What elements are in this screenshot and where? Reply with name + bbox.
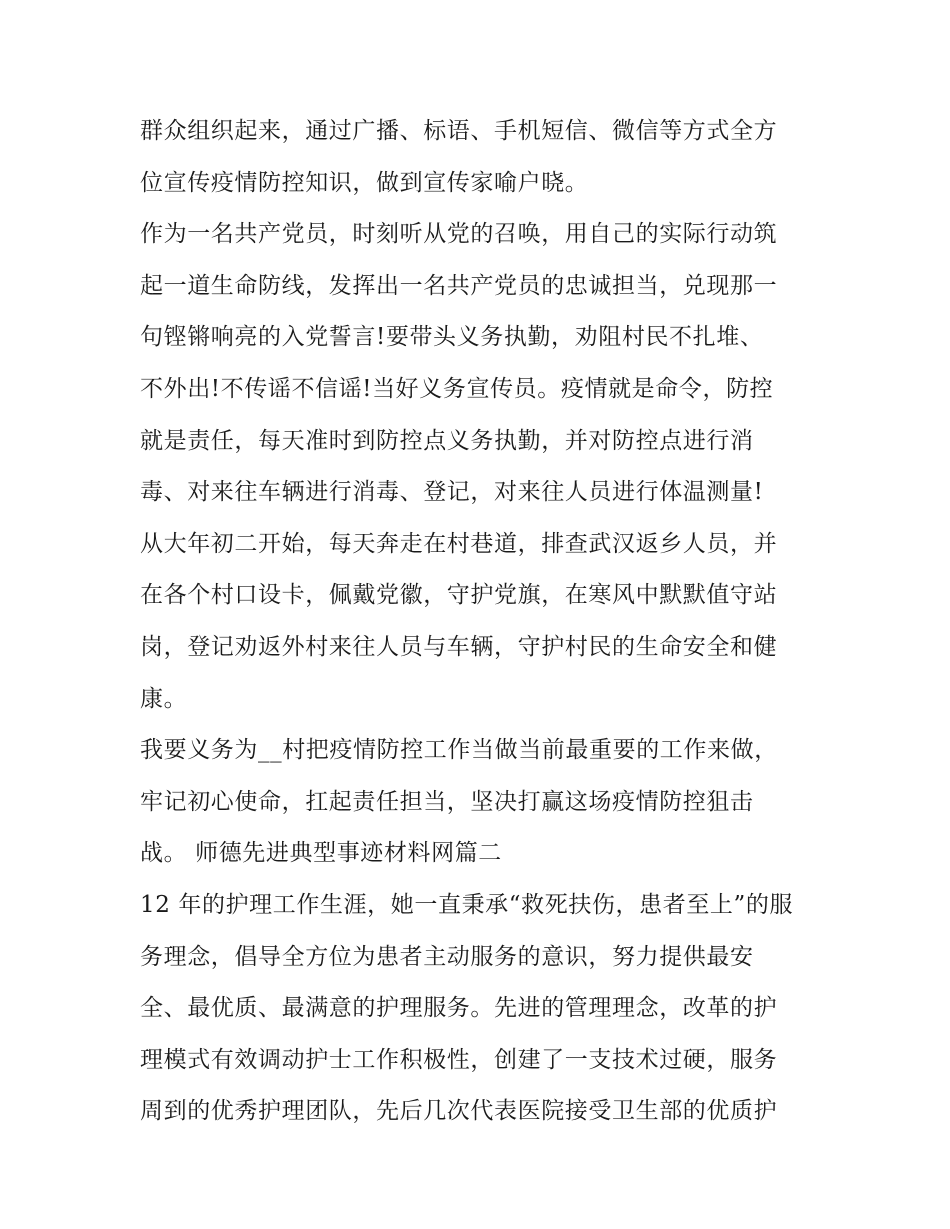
text-line: 全、最优质、最满意的护理服务。先进的管理理念，改革的护 xyxy=(140,995,778,1022)
text-line: 毒、对来往车辆进行消毒、登记，对来往人员进行体温测量! xyxy=(140,479,764,506)
text-line: 句铿锵响亮的入党誓言!要带头义务执勤，劝阻村民不扎堆、 xyxy=(140,324,764,351)
text-line: 从大年初二开始，每天奔走在村巷道，排查武汉返乡人员，并 xyxy=(140,530,778,557)
text-line: 康。 xyxy=(140,685,188,712)
text-line: 我要义务为__村把疫情防控工作当做当前最重要的工作来做， xyxy=(140,737,778,764)
text-line: 岗，登记劝返外村来往人员与车辆，守护村民的生命安全和健 xyxy=(140,633,778,660)
text-line: 不外出!不传谣不信谣!当好义务宣传员。疫情就是命令，防控 xyxy=(140,375,774,402)
text-line: 理模式有效调动护士工作积极性，创建了一支技术过硬，服务 xyxy=(140,1046,778,1073)
text-line: 群众组织起来，通过广播、标语、手机短信、微信等方式全方 xyxy=(140,118,778,144)
body-text xyxy=(140,106,820,1138)
text-line: 就是责任，每天准时到防控点义务执勤，并对防控点进行消 xyxy=(140,427,754,454)
text-line: 起一道生命防线，发挥出一名共产党员的忠诚担当，兑现那一 xyxy=(140,272,778,299)
text-line: 务理念，倡导全方位为患者主动服务的意识，努力提供最安 xyxy=(140,943,754,970)
text-line: 牢记初心使命，扛起责任担当，坚决打赢这场疫情防控狙击 xyxy=(140,788,754,815)
text-line: 作为一名共产党员，时刻听从党的召唤，用自己的实际行动筑 xyxy=(140,221,778,248)
section-heading-line: 战。 师德先进典型事迹材料网篇二 xyxy=(140,840,502,867)
text-line: 在各个村口设卡，佩戴党徽，守护党旗，在寒风中默默值守站 xyxy=(140,582,778,609)
text-line: 12 年的护理工作生涯，她一直秉承“救死扶伤，患者至上”的服 xyxy=(140,891,794,918)
text-line: 位宣传疫情防控知识，做到宣传家喻户晓。 xyxy=(140,169,589,196)
text-line: 周到的优秀护理团队，先后几次代表医院接受卫生部的优质护 xyxy=(140,1098,778,1125)
